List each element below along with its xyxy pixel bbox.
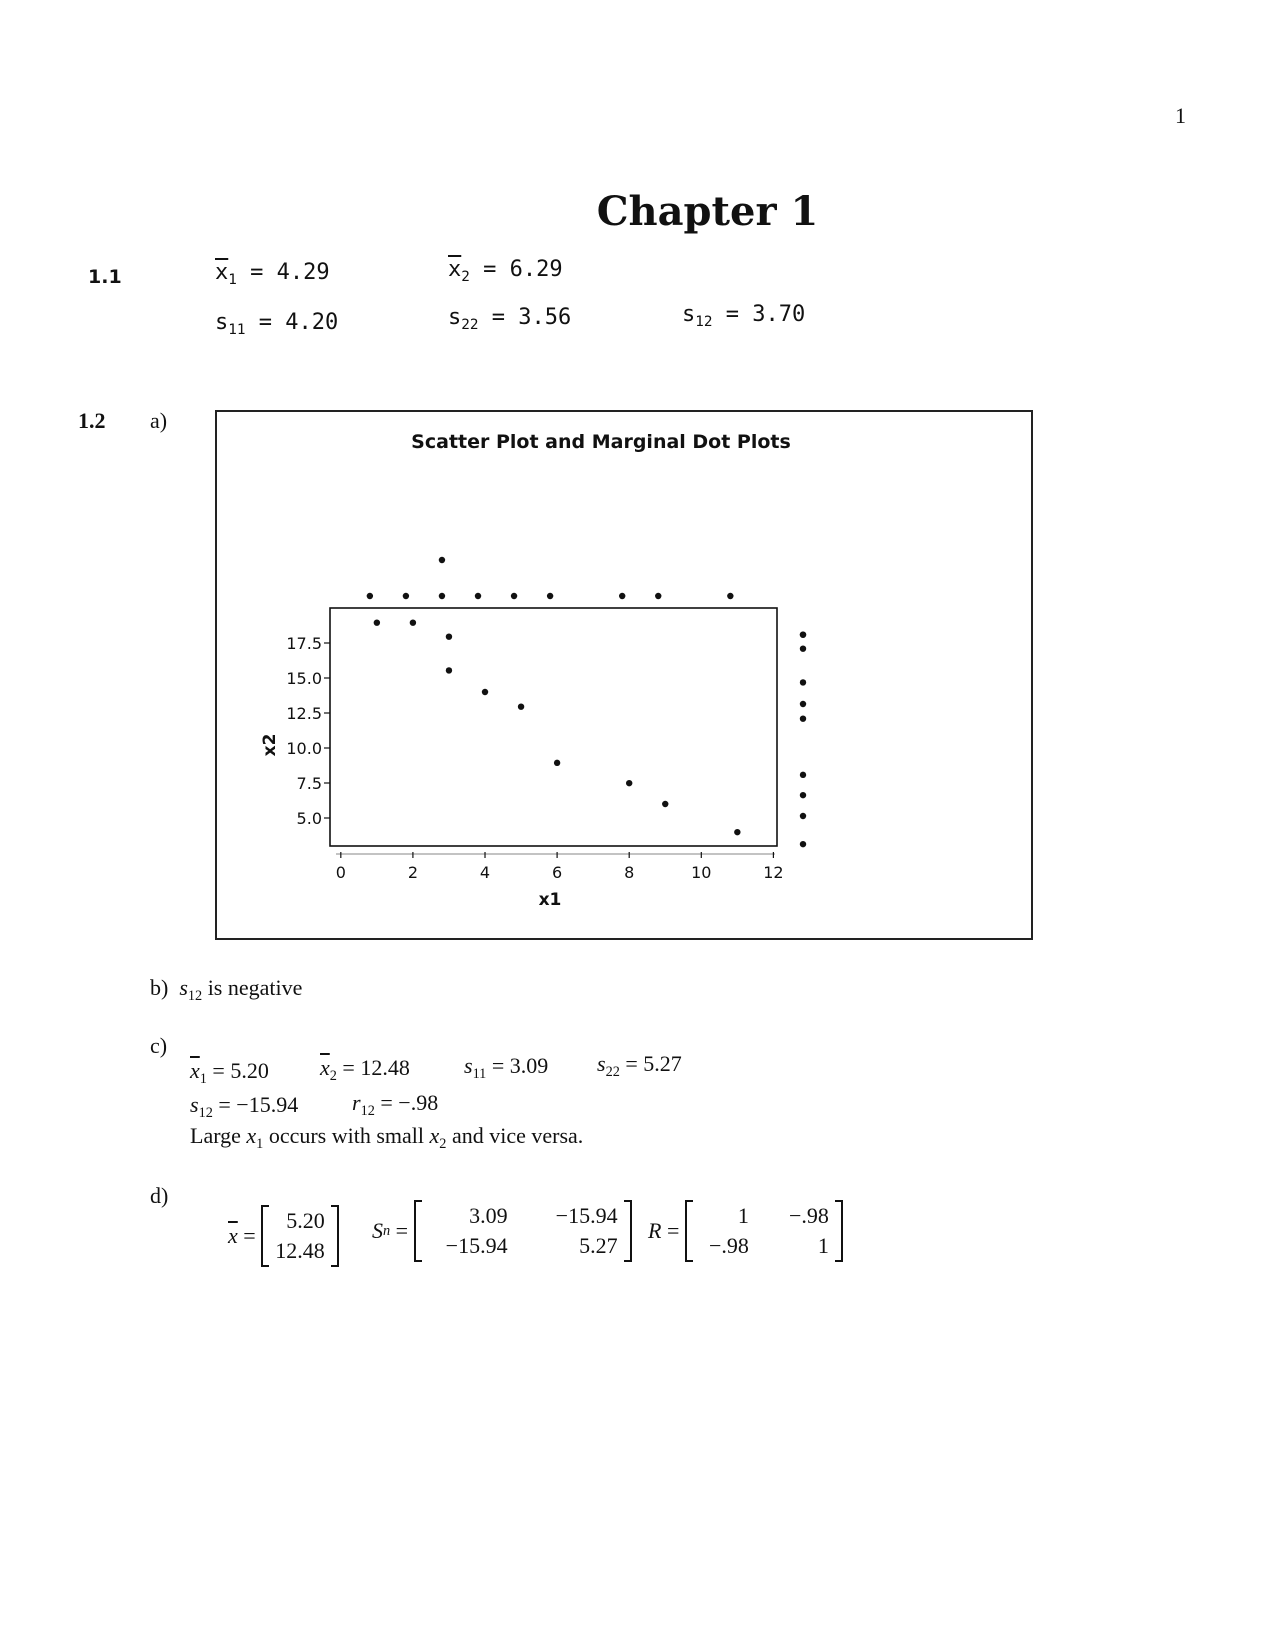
r-matrix: R = 1 −.98 −.98 1 <box>648 1200 843 1262</box>
y-tick-label: 12.5 <box>286 704 322 723</box>
part-c-sentence: Large $x_1$ occurs with small $x_2$ and vice versa. <box>190 1123 584 1152</box>
scatter-point <box>374 620 380 626</box>
part-b: b) $s_{12}$ is negative <box>150 975 303 1004</box>
part-c-s11: $s_{11} = 3.09$ <box>464 1053 549 1082</box>
marginal-x-dot <box>475 593 481 599</box>
s11-value: $s_{11} = 4.20$ <box>215 310 339 338</box>
part-c-xbar2: $\overline{x}_2 = 12.48$ <box>320 1055 410 1084</box>
x-tick-label: 8 <box>624 863 635 882</box>
part-c-s22: $s_{22} = 5.27$ <box>597 1051 682 1080</box>
page-number: 1 <box>1175 103 1186 128</box>
x-axis-label: x1 <box>538 890 562 910</box>
marginal-x-dot <box>439 593 445 599</box>
marginal-y-dot <box>800 646 806 652</box>
sn-cell: −15.94 <box>445 1233 508 1258</box>
sn-cell: −15.94 <box>555 1203 618 1228</box>
sn-matrix: S n = 3.09 −15.94 −15.94 5.27 <box>372 1200 632 1262</box>
scatter-point <box>446 667 452 673</box>
marginal-y-dot <box>800 841 806 847</box>
scatter-point <box>626 780 632 786</box>
part-c-r12: $r_{12} = -.98$ <box>352 1090 439 1119</box>
r-cell: −.98 <box>708 1233 749 1258</box>
y-axis-label: x2 <box>260 733 280 757</box>
problem-number-1-2: 1.2 <box>78 408 106 433</box>
scatter-chart <box>217 412 1031 938</box>
scatter-point <box>518 704 524 710</box>
marginal-x-dot <box>439 557 445 563</box>
xbar-vector: $\overline{x}$ = 5.20 12.48 <box>228 1205 339 1267</box>
marginal-x-dot <box>619 593 625 599</box>
r-cell: 1 <box>737 1203 749 1228</box>
marginal-x-dot <box>727 593 733 599</box>
r-cell: −.98 <box>788 1203 829 1228</box>
r-cell: 1 <box>817 1233 829 1258</box>
scatter-point <box>662 801 668 807</box>
s12-value: $s_{12} = 3.70$ <box>682 302 806 330</box>
marginal-y-dot <box>800 632 806 638</box>
xbar-vector-cell: 5.20 <box>286 1208 325 1233</box>
x-tick-label: 10 <box>691 863 712 882</box>
marginal-y-dot <box>800 813 806 819</box>
part-c-label: c) <box>150 1033 168 1058</box>
xbar2-value: $\overline{x}_2 = 6.29$ <box>448 257 563 285</box>
sn-cell: 3.09 <box>469 1203 508 1228</box>
marginal-x-dot <box>511 593 517 599</box>
x-tick-label: 2 <box>407 863 419 882</box>
marginal-x-dot <box>367 593 373 599</box>
x-tick-label: 12 <box>763 863 784 882</box>
scatter-figure <box>215 410 1033 940</box>
y-tick-label: 5.0 <box>296 809 322 828</box>
scatter-point <box>554 760 560 766</box>
y-tick-label: 15.0 <box>286 669 322 688</box>
part-d-label: d) <box>150 1183 169 1208</box>
sn-cell: 5.27 <box>579 1233 618 1258</box>
x-tick-label: 6 <box>552 863 563 882</box>
y-tick-label: 7.5 <box>296 774 322 793</box>
scatter-point <box>482 689 488 695</box>
scatter-point <box>734 829 740 835</box>
marginal-y-dot <box>800 792 806 798</box>
problem-number-1-1: 1.1 <box>88 266 122 288</box>
y-tick-label: 10.0 <box>286 739 322 758</box>
marginal-y-dot <box>800 701 806 707</box>
xbar1-value: $\overline{x}_1 = 4.29$ <box>215 260 330 288</box>
part-c-xbar1: $\overline{x}_1 = 5.20$ <box>190 1058 269 1087</box>
marginal-x-dot <box>655 593 661 599</box>
plot-frame <box>330 608 777 846</box>
marginal-x-dot <box>547 593 553 599</box>
scatter-point <box>410 620 416 626</box>
marginal-x-dot <box>403 593 409 599</box>
part-a-label: a) <box>150 408 168 433</box>
y-tick-label: 17.5 <box>286 634 322 653</box>
chapter-title: Chapter 1 <box>596 188 819 235</box>
x-tick-label: 0 <box>335 863 346 882</box>
marginal-y-dot <box>800 716 806 722</box>
part-c-s12: $s_{12} = -15.94$ <box>190 1092 299 1121</box>
marginal-y-dot <box>800 679 806 685</box>
x-tick-label: 4 <box>479 863 491 882</box>
s22-value: $s_{22} = 3.56$ <box>448 305 572 333</box>
marginal-y-dot <box>800 772 806 778</box>
xbar-vector-cell: 12.48 <box>275 1238 325 1263</box>
scatter-point <box>446 634 452 640</box>
chart-title: Scatter Plot and Marginal Dot Plots <box>411 431 791 453</box>
